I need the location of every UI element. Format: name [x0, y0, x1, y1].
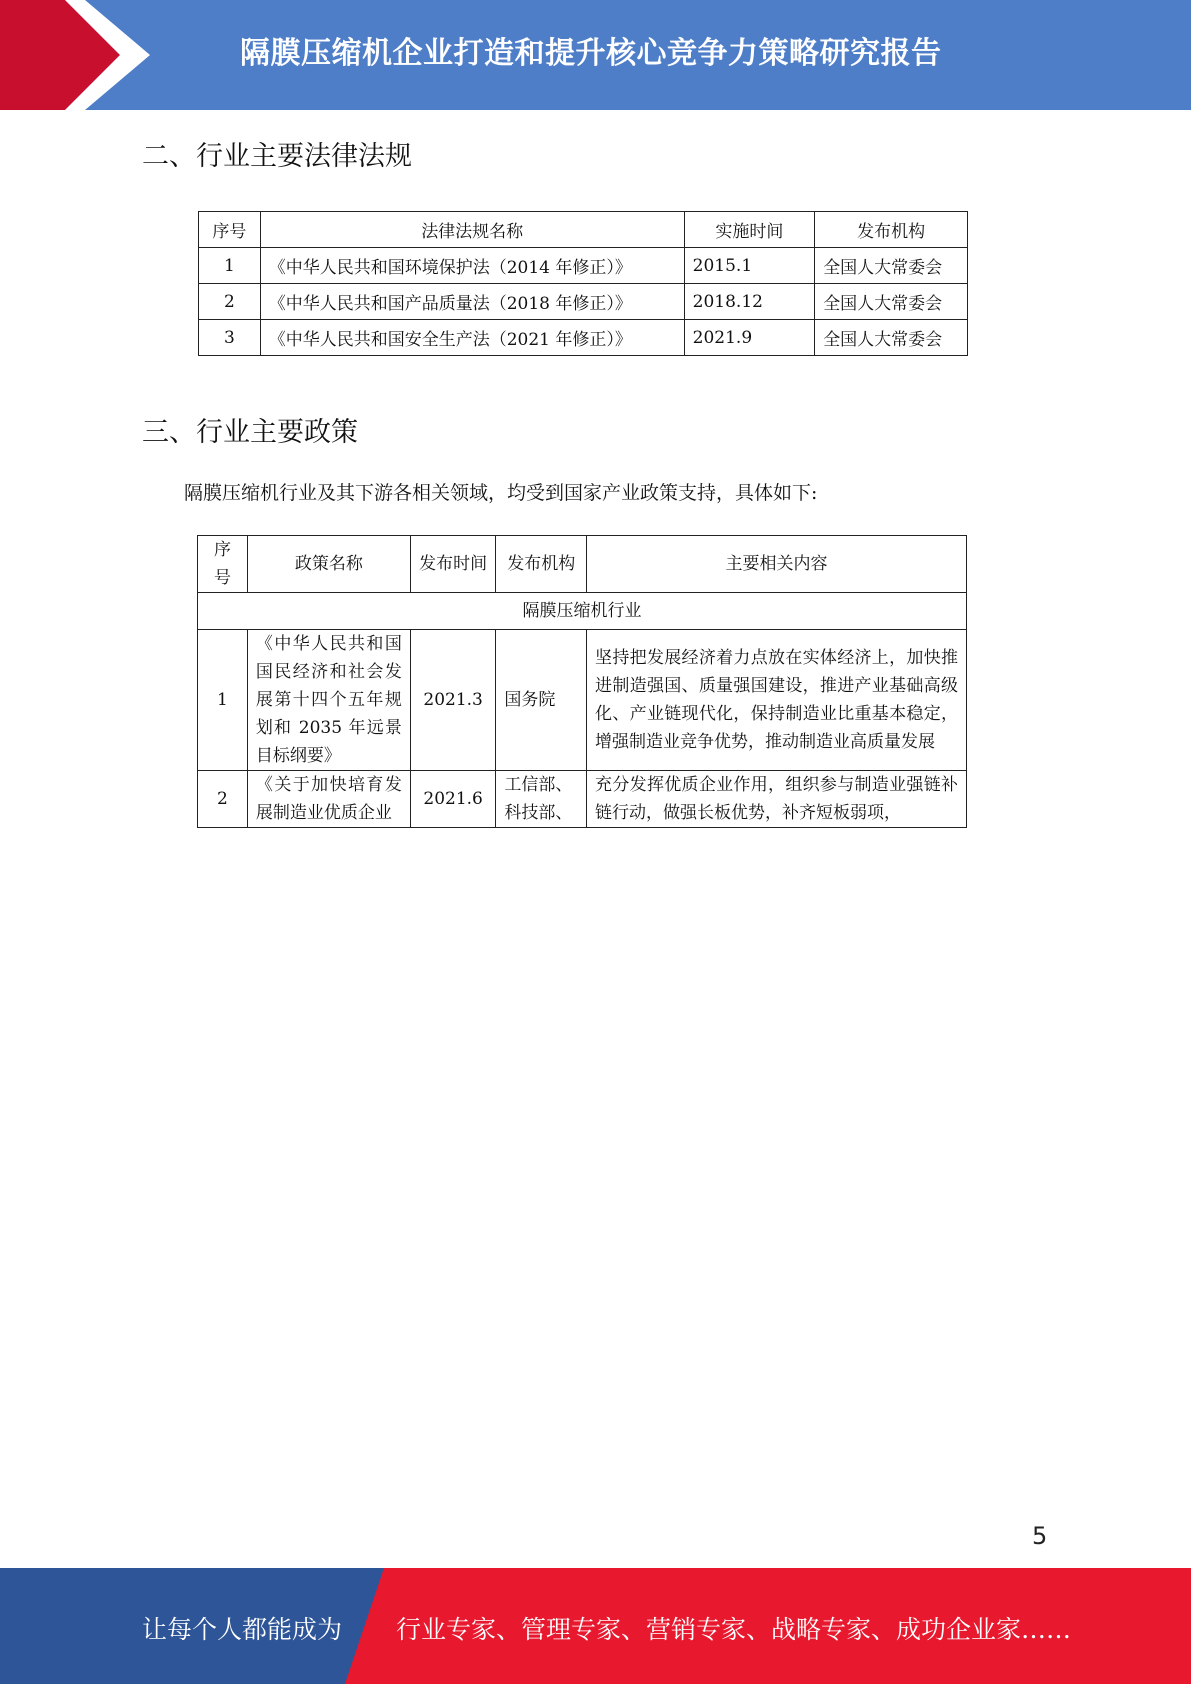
col-header-org: 发布机构: [496, 536, 587, 593]
row-org: 工信部、科技部、: [496, 771, 587, 828]
row-org: 国务院: [496, 630, 587, 771]
col-header-org: 发布机构: [815, 212, 968, 248]
report-title: 隔膜压缩机企业打造和提升核心竞争力策略研究报告: [240, 36, 942, 71]
row-name: 《关于加快培育发展制造业优质企业: [247, 771, 410, 828]
page-footer: [0, 1568, 1191, 1684]
row-no: 1: [198, 630, 248, 771]
table-row: [198, 630, 967, 771]
row-name: 《中华人民共和国国民经济和社会发展第十四个五年规划和 2035 年远景目标纲要》: [247, 630, 410, 771]
laws-section-title: 二、行业主要法律法规: [142, 141, 412, 172]
page-number: 5: [1032, 1522, 1048, 1550]
row-date: 2021.9: [684, 320, 815, 356]
page-header: [0, 0, 1191, 110]
policy-table-header: [198, 536, 967, 593]
row-date: 2015.1: [684, 248, 815, 284]
row-name: 《中华人民共和国安全生产法（2021 年修正）》: [260, 320, 684, 356]
row-content: 充分发挥优质企业作用，组织参与制造业强链补链行动，做强长板优势，补齐短板弱项，: [587, 771, 967, 828]
laws-table-header: [199, 212, 968, 248]
group-row: [198, 593, 967, 630]
row-content: 坚持把发展经济着力点放在实体经济上，加快推进制造强国、质量强国建设，推进产业基础高级化、产业链现代化，保持制造业比重基本稳定，增强制造业竞争优势，推动制造业高质量发展: [587, 630, 967, 771]
col-header-date: 实施时间: [684, 212, 815, 248]
col-header-content: 主要相关内容: [587, 536, 967, 593]
footer-slogan-right: 行业专家、管理专家、营销专家、战略专家、成功企业家……: [396, 1615, 1072, 1644]
table-row: [199, 248, 968, 284]
col-header-name: 法律法规名称: [260, 212, 684, 248]
table-row: [198, 771, 967, 828]
policy-table: [197, 535, 967, 828]
row-no: 1: [199, 248, 261, 284]
table-row: [199, 284, 968, 320]
row-no: 2: [199, 284, 261, 320]
col-header-name: 政策名称: [247, 536, 410, 593]
col-header-no: 序号: [198, 536, 248, 593]
row-org: 全国人大常委会: [815, 284, 968, 320]
header-red-chevron: [0, 0, 160, 110]
policies-section-title: 三、行业主要政策: [142, 417, 358, 448]
row-name: 《中华人民共和国环境保护法（2014 年修正）》: [260, 248, 684, 284]
group-label: 隔膜压缩机行业: [198, 593, 967, 630]
row-org: 全国人大常委会: [815, 320, 968, 356]
row-no: 2: [198, 771, 248, 828]
row-date: 2021.6: [410, 771, 496, 828]
col-header-date: 发布时间: [410, 536, 496, 593]
policy-table-clip: [190, 530, 980, 830]
footer-slogan-left: 让每个人都能成为: [142, 1615, 343, 1644]
table-row: [199, 320, 968, 356]
laws-table: [198, 211, 968, 356]
col-header-no: 序号: [199, 212, 261, 248]
row-no: 3: [199, 320, 261, 356]
row-date: 2018.12: [684, 284, 815, 320]
row-name: 《中华人民共和国产品质量法（2018 年修正）》: [260, 284, 684, 320]
row-date: 2021.3: [410, 630, 496, 771]
row-org: 全国人大常委会: [815, 248, 968, 284]
policies-intro: 隔膜压缩机行业及其下游各相关领域，均受到国家产业政策支持，具体如下:: [184, 482, 818, 504]
